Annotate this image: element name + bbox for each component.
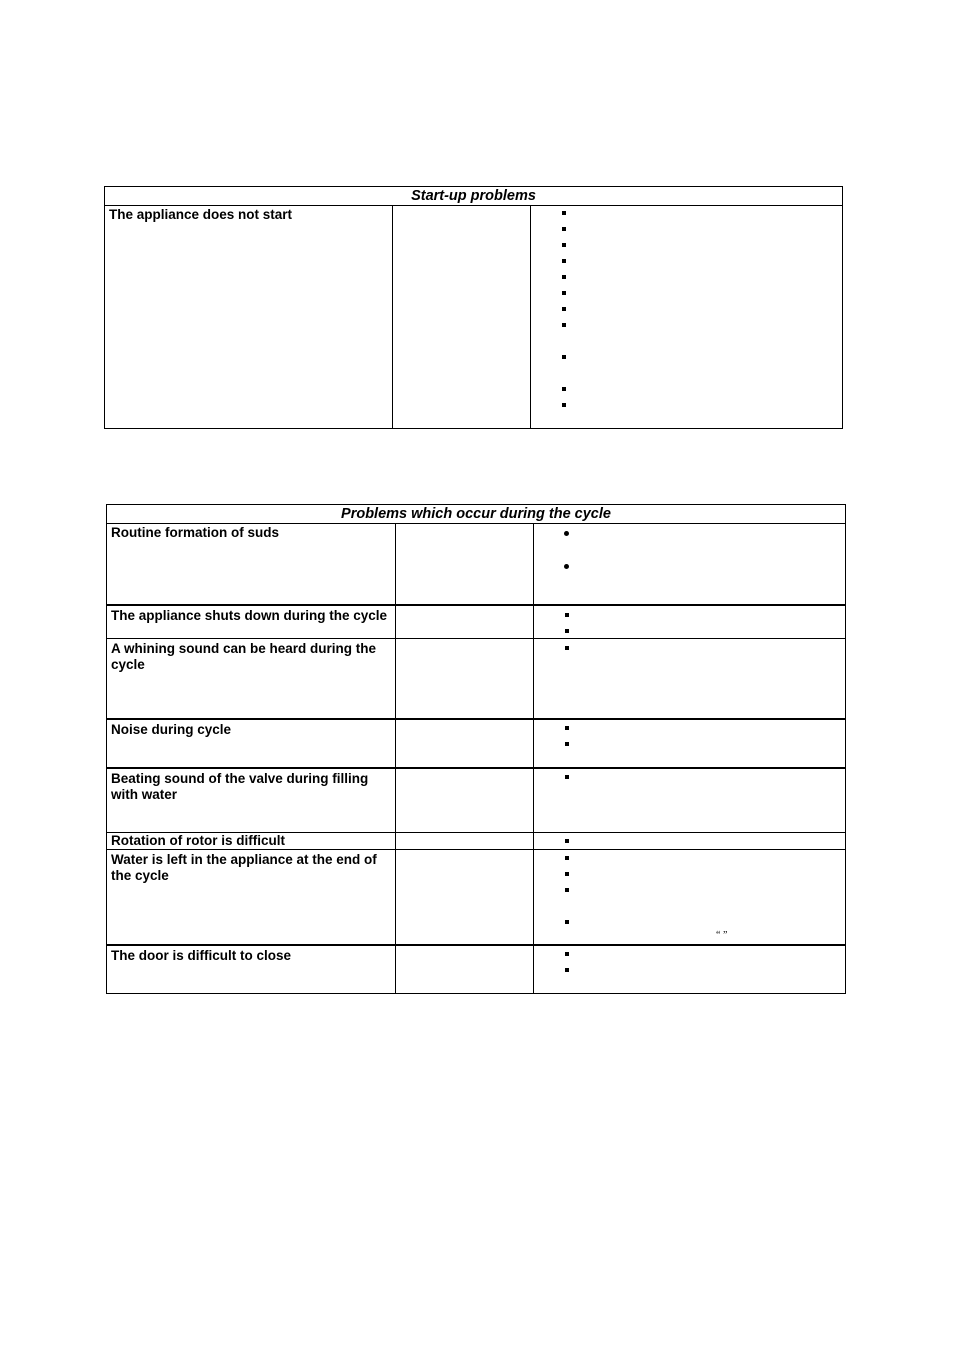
bullet-square-icon (562, 259, 566, 263)
cause-cell (395, 639, 533, 718)
problem-text: A whining sound can be heard during the cycle (111, 641, 377, 672)
solution-cell (533, 639, 845, 718)
bullet-square-icon (565, 872, 569, 876)
bullet-square-icon (565, 775, 569, 779)
problem-cell (105, 205, 392, 428)
bullet-square-icon (565, 726, 569, 730)
problem-cell (107, 850, 395, 944)
bullet-square-icon (562, 387, 566, 391)
solution-cell (533, 850, 845, 944)
problem-text: The appliance shuts down during the cycle (111, 608, 388, 623)
bullet-square-icon (565, 920, 569, 924)
problem-text: Noise during cycle (111, 722, 232, 737)
solution-cell (533, 606, 845, 638)
bullet-dot-icon (564, 564, 569, 569)
table-row (105, 205, 842, 428)
bullet-square-icon (562, 227, 566, 231)
problem-text: Routine formation of suds (111, 525, 279, 540)
table-row (107, 720, 845, 769)
table-row (107, 850, 845, 946)
problem-cell (107, 639, 395, 718)
bullet-square-icon (562, 275, 566, 279)
bullet-square-icon (565, 613, 569, 617)
startup-table-title: Start-up problems (105, 187, 842, 206)
solution-cell (533, 833, 845, 849)
cause-cell (395, 850, 533, 944)
problem-cell (107, 946, 395, 993)
cause-cell (395, 833, 533, 849)
table-row (107, 769, 845, 833)
solution-cell (533, 946, 845, 993)
bullet-square-icon (565, 839, 569, 843)
bullet-square-icon (562, 211, 566, 215)
problem-text: Rotation of rotor is difficult (111, 833, 285, 848)
bullet-square-icon (562, 403, 566, 407)
bullet-square-icon (565, 742, 569, 746)
table-row (107, 639, 845, 720)
problem-text: Beating sound of the valve during filling with water (111, 771, 369, 802)
bullet-square-icon (562, 323, 566, 327)
bullet-square-icon (562, 355, 566, 359)
problem-cell (107, 769, 395, 832)
bullet-square-icon (565, 629, 569, 633)
table-row (107, 523, 845, 606)
problem-cell (107, 833, 395, 849)
problem-cell (107, 606, 395, 638)
cause-cell (395, 606, 533, 638)
table-row (107, 946, 845, 993)
cause-cell (395, 769, 533, 832)
cycle-table-title: Problems which occur during the cycle (107, 505, 845, 524)
startup-problems-table (104, 186, 843, 429)
solution-cell (533, 720, 845, 767)
problem-text: Water is left in the appliance at the end of the cycle (111, 852, 377, 883)
table-row (107, 606, 845, 639)
cause-cell (395, 946, 533, 993)
problem-cell (107, 523, 395, 604)
problem-cell (107, 720, 395, 767)
bullet-square-icon (562, 243, 566, 247)
bullet-square-icon (565, 646, 569, 650)
cause-cell (392, 205, 530, 428)
bullet-square-icon (565, 856, 569, 860)
bullet-square-icon (562, 291, 566, 295)
bullet-square-icon (565, 888, 569, 892)
solution-cell (533, 523, 845, 604)
bullet-square-icon (565, 968, 569, 972)
bullet-square-icon (565, 952, 569, 956)
cycle-problems-table (106, 504, 846, 994)
bullet-dot-icon (564, 531, 569, 536)
problem-text: The appliance does not start (109, 207, 293, 222)
cause-cell (395, 720, 533, 767)
table-row (107, 833, 845, 850)
solution-cell (530, 205, 842, 428)
solution-cell (533, 769, 845, 832)
problem-text: The door is difficult to close (111, 948, 292, 963)
quote-marks: “ ” (716, 930, 728, 941)
bullet-square-icon (562, 307, 566, 311)
cause-cell (395, 523, 533, 604)
